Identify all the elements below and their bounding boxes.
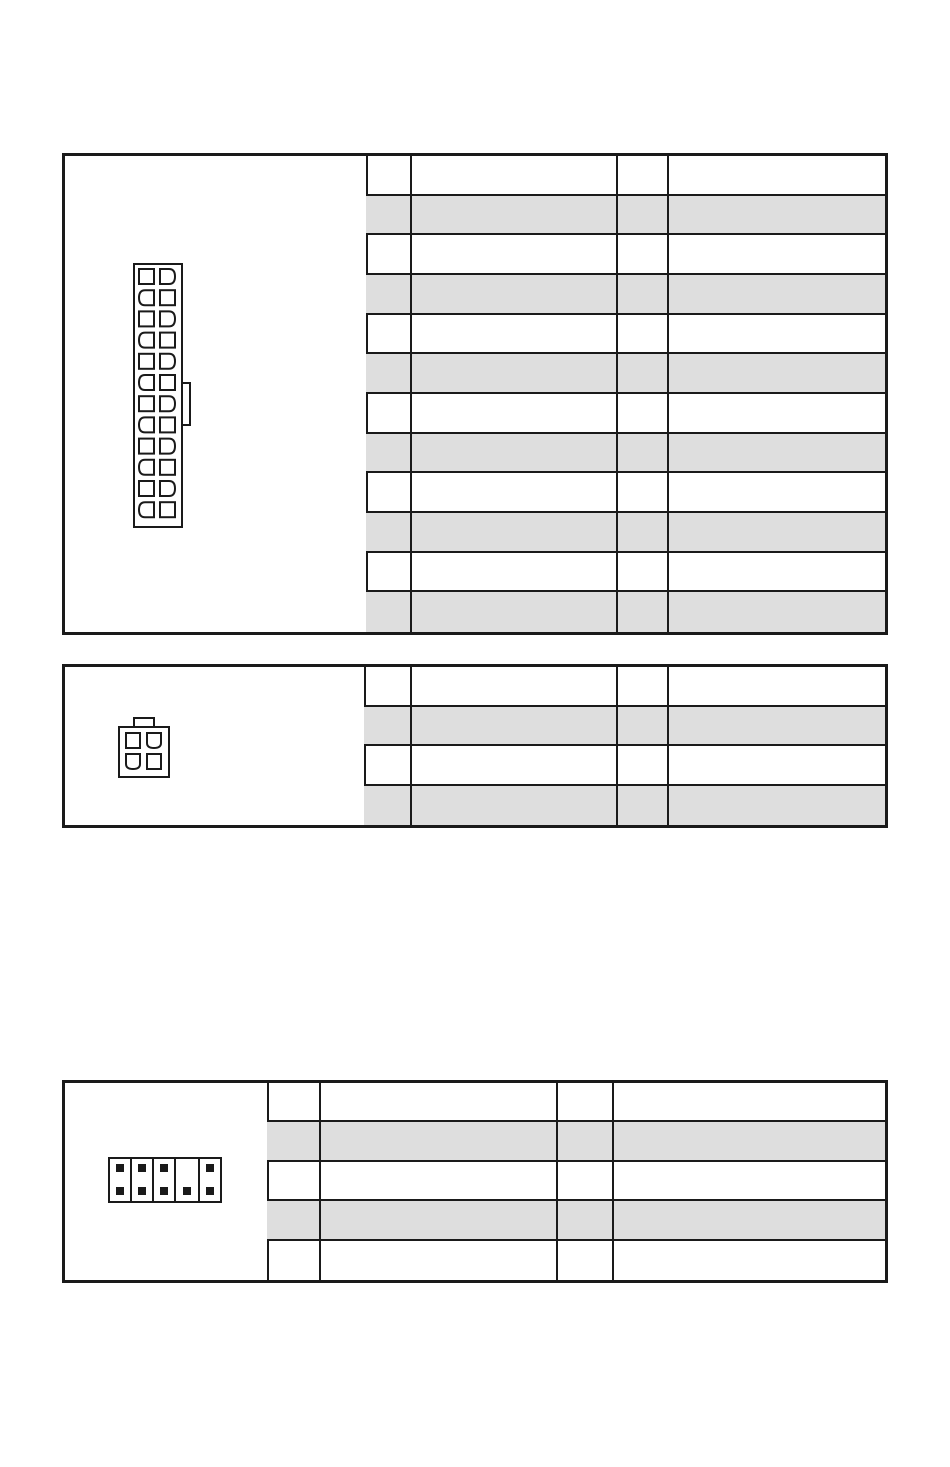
signal-name-cell bbox=[669, 592, 885, 632]
pin-number-cell bbox=[618, 786, 669, 826]
connector-pin bbox=[139, 502, 154, 517]
pin-header-pin-grid bbox=[267, 1083, 885, 1280]
pin-number-cell bbox=[366, 592, 412, 632]
signal-name-cell bbox=[669, 746, 885, 786]
pin-number-cell bbox=[618, 275, 669, 315]
signal-name-cell bbox=[669, 473, 885, 513]
signal-name-cell bbox=[669, 196, 885, 236]
connector-picture-cell bbox=[65, 1083, 269, 1280]
pin-number-cell bbox=[618, 473, 669, 513]
pin-number-cell bbox=[366, 553, 412, 593]
pin-number-cell bbox=[558, 1162, 614, 1201]
signal-name-cell bbox=[669, 354, 885, 394]
signal-name-cell bbox=[412, 473, 618, 513]
signal-name-cell bbox=[412, 707, 618, 747]
connector-pin bbox=[160, 269, 175, 284]
connector-picture-cell bbox=[65, 156, 368, 632]
pin-number-cell bbox=[366, 315, 412, 355]
pin-number-cell bbox=[366, 434, 412, 474]
signal-name-cell bbox=[321, 1122, 558, 1161]
pin-number-cell bbox=[618, 235, 669, 275]
signal-name-cell bbox=[669, 434, 885, 474]
pin-number-cell bbox=[366, 235, 412, 275]
connector-pin bbox=[160, 417, 175, 432]
signal-name-cell bbox=[669, 553, 885, 593]
signal-name-cell bbox=[412, 394, 618, 434]
pin-number-cell bbox=[618, 156, 669, 196]
atx-4pin-connector-icon bbox=[116, 717, 172, 781]
signal-name-cell bbox=[669, 235, 885, 275]
connector-pin bbox=[139, 290, 154, 305]
signal-name-cell bbox=[669, 156, 885, 196]
pin-number-cell bbox=[366, 394, 412, 434]
connector-pin bbox=[139, 375, 154, 390]
connector-pin bbox=[139, 439, 154, 454]
connector-pin bbox=[160, 502, 175, 517]
pin-number-cell bbox=[618, 394, 669, 434]
connector-pin bbox=[139, 417, 154, 432]
signal-name-cell bbox=[669, 707, 885, 747]
connector-pin bbox=[160, 375, 175, 390]
pin-number-cell bbox=[366, 196, 412, 236]
connector-pin bbox=[160, 311, 175, 326]
signal-name-cell bbox=[412, 786, 618, 826]
pin-number-cell bbox=[267, 1201, 321, 1240]
pin-number-cell bbox=[364, 707, 412, 747]
connector-pin bbox=[139, 311, 154, 326]
signal-name-cell bbox=[669, 667, 885, 707]
pin-number-cell bbox=[618, 434, 669, 474]
pin-number-cell bbox=[558, 1083, 614, 1122]
pin-number-cell bbox=[618, 315, 669, 355]
signal-name-cell bbox=[412, 592, 618, 632]
signal-name-cell bbox=[412, 196, 618, 236]
signal-name-cell bbox=[412, 354, 618, 394]
connector-pin bbox=[160, 439, 175, 454]
signal-name-cell bbox=[321, 1162, 558, 1201]
signal-name-cell bbox=[321, 1201, 558, 1240]
pin-number-cell bbox=[267, 1122, 321, 1161]
signal-name-cell bbox=[614, 1201, 885, 1240]
signal-name-cell bbox=[669, 786, 885, 826]
signal-name-cell bbox=[412, 553, 618, 593]
pin-number-cell bbox=[618, 196, 669, 236]
pin-number-cell bbox=[366, 513, 412, 553]
signal-name-cell bbox=[669, 275, 885, 315]
connector-pin bbox=[139, 269, 154, 284]
atx-4pin-table bbox=[62, 664, 888, 828]
pin-number-cell bbox=[618, 592, 669, 632]
pin-header-table bbox=[62, 1080, 888, 1283]
pin-number-cell bbox=[366, 354, 412, 394]
connector-pin bbox=[160, 354, 175, 369]
signal-name-cell bbox=[614, 1162, 885, 1201]
atx-24pin-pin-grid bbox=[366, 156, 885, 632]
signal-name-cell bbox=[412, 434, 618, 474]
pin-number-cell bbox=[558, 1241, 614, 1280]
pin-number-cell bbox=[558, 1122, 614, 1161]
signal-name-cell bbox=[412, 315, 618, 355]
connector-pin bbox=[160, 481, 175, 496]
connector-pin bbox=[160, 290, 175, 305]
pin-number-cell bbox=[364, 667, 412, 707]
signal-name-cell bbox=[412, 746, 618, 786]
connector-pin bbox=[160, 333, 175, 348]
atx-24pin-connector-icon bbox=[133, 263, 195, 531]
pin-number-cell bbox=[618, 513, 669, 553]
connector-pin bbox=[139, 354, 154, 369]
connector-pin bbox=[139, 481, 154, 496]
pin-number-cell bbox=[267, 1083, 321, 1122]
pin-number-cell bbox=[618, 667, 669, 707]
signal-name-cell bbox=[412, 513, 618, 553]
connector-pin bbox=[139, 333, 154, 348]
pin-number-cell bbox=[267, 1162, 321, 1201]
atx-24pin-table bbox=[62, 153, 888, 635]
pin-number-cell bbox=[267, 1241, 321, 1280]
signal-name-cell bbox=[321, 1241, 558, 1280]
pin-number-cell bbox=[618, 553, 669, 593]
connector-pin bbox=[160, 396, 175, 411]
signal-name-cell bbox=[669, 513, 885, 553]
pin-number-cell bbox=[366, 473, 412, 513]
pin-number-cell bbox=[366, 156, 412, 196]
signal-name-cell bbox=[321, 1083, 558, 1122]
pin-header-connector-icon bbox=[107, 1156, 223, 1206]
signal-name-cell bbox=[669, 315, 885, 355]
pin-number-cell bbox=[618, 746, 669, 786]
pin-number-cell bbox=[366, 275, 412, 315]
signal-name-cell bbox=[412, 156, 618, 196]
pin-number-cell bbox=[618, 354, 669, 394]
pin-number-cell bbox=[618, 707, 669, 747]
signal-name-cell bbox=[614, 1083, 885, 1122]
signal-name-cell bbox=[412, 235, 618, 275]
atx-4pin-pin-grid bbox=[364, 667, 885, 825]
pin-number-cell bbox=[364, 746, 412, 786]
connector-pin bbox=[139, 460, 154, 475]
connector-picture-cell bbox=[65, 667, 366, 825]
signal-name-cell bbox=[669, 394, 885, 434]
signal-name-cell bbox=[412, 667, 618, 707]
signal-name-cell bbox=[614, 1122, 885, 1161]
signal-name-cell bbox=[614, 1241, 885, 1280]
pin-number-cell bbox=[558, 1201, 614, 1240]
signal-name-cell bbox=[412, 275, 618, 315]
connector-pin bbox=[160, 460, 175, 475]
connector-pin bbox=[139, 396, 154, 411]
pin-number-cell bbox=[364, 786, 412, 826]
